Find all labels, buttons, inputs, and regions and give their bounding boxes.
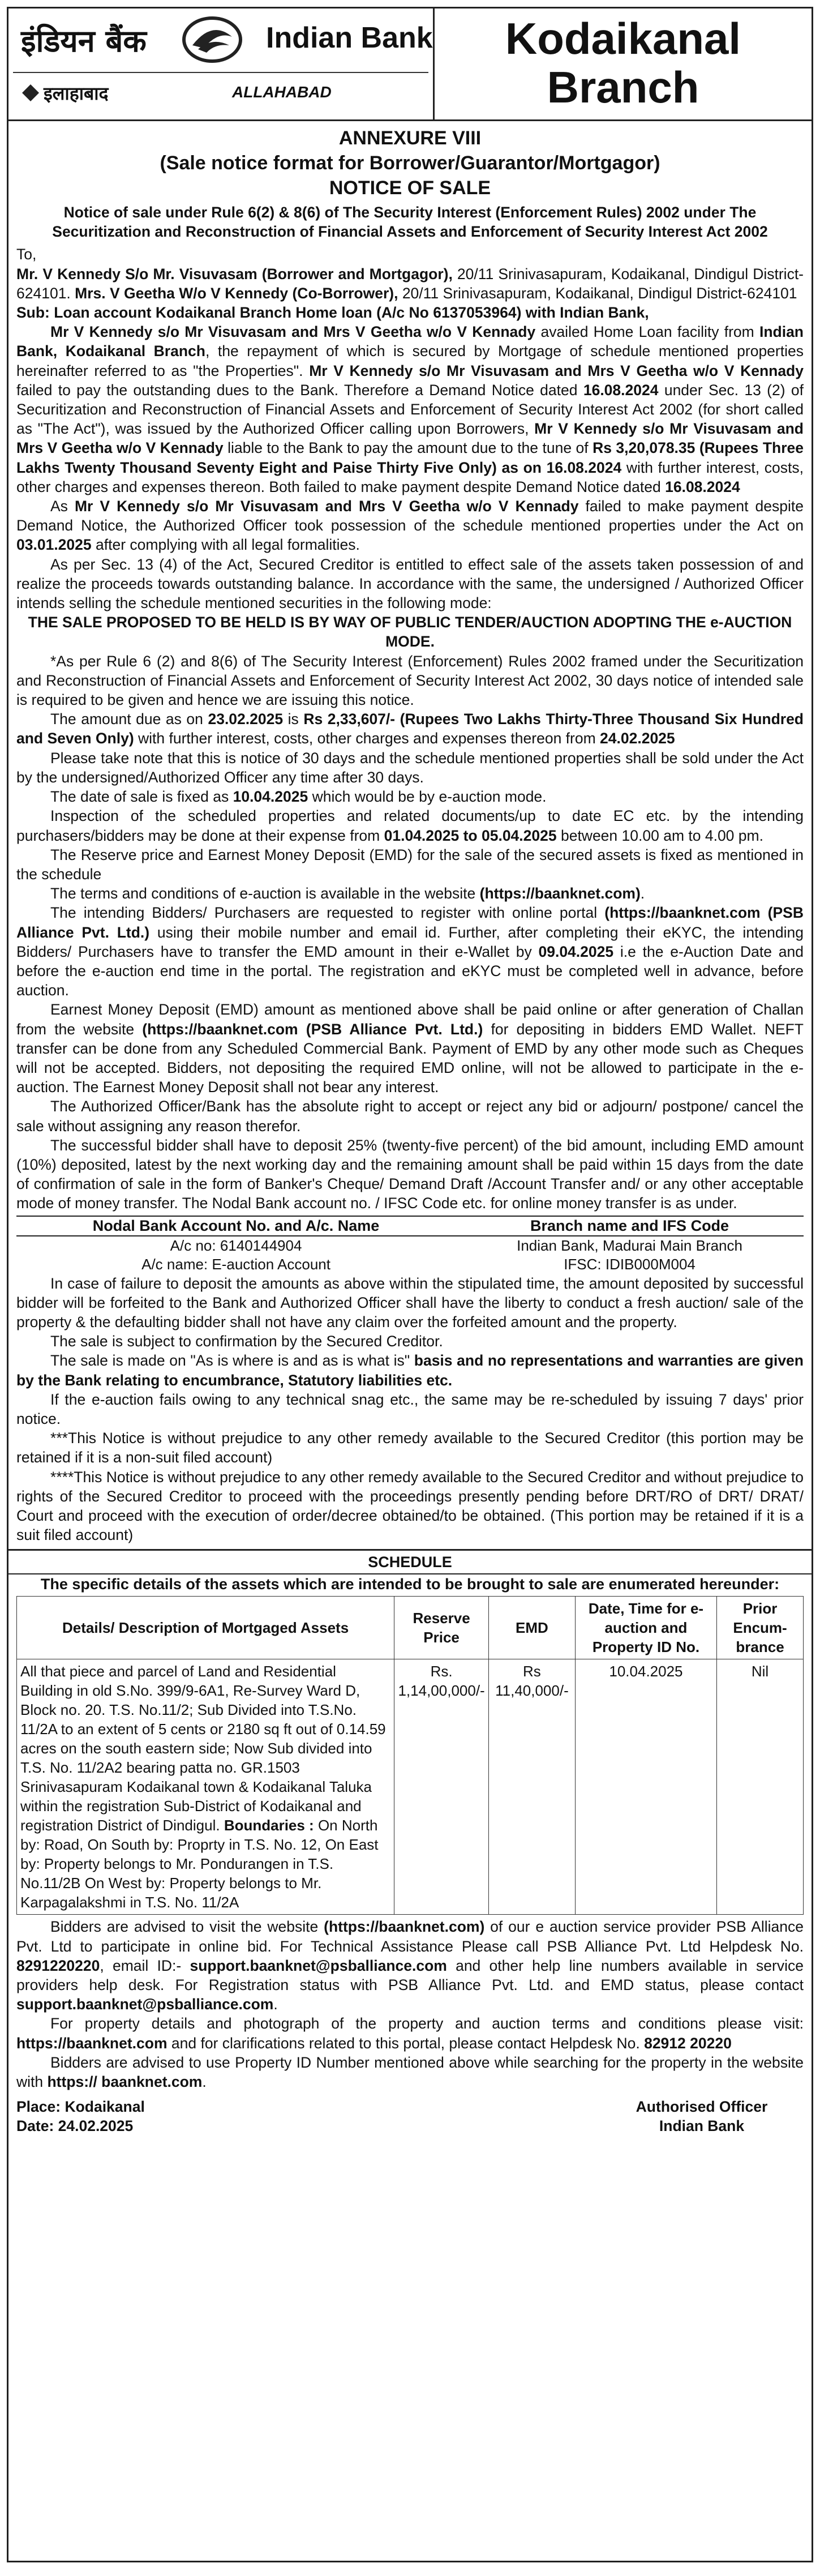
asset-desc-boundaries: Boundaries : (224, 1817, 314, 1834)
p2-s5: after complying with all legal formalities. (91, 536, 360, 554)
signature-footer (16, 2097, 804, 2136)
logo-divider (13, 72, 428, 73)
table-row (16, 1255, 804, 1274)
p21-helpdesk: 8291220220 (16, 1957, 100, 1974)
p12-link[interactable]: (https://baanknet.com (PSB Alliance Pvt. Ltd.) (142, 1020, 483, 1038)
place: Place: Kodaikanal (16, 2098, 145, 2116)
to-line: To, (16, 246, 37, 263)
sale-mode-heading: THE SALE PROPOSED TO BE HELD IS BY WAY OF PUBLIC TENDER/AUCTION ADOPTING THE e-AUCTION MODE. (28, 614, 792, 651)
allahabad-hindi-text: इलाहाबाद (44, 83, 109, 104)
p5-s3: is (283, 711, 304, 728)
asset-desc-tail: On North by: Road, On South by: Proprty in T.S. No. 12, On East by: Property belongs to Mr. Pondurangen in T.S. No.11/2B On West by: Property belongs to Mr. Karpagalakshmi in T.S. No. 11/2A (20, 1817, 379, 1911)
emd-amount: Rs 11,40,000/- (488, 1659, 575, 1915)
account-header-2: Branch name and IFS Code (456, 1216, 804, 1236)
p5-s6: 24.02.2025 (600, 730, 675, 747)
addressee (16, 264, 804, 303)
paragraph-30-days: Please take note that this is notice of 30 days and the schedule mentioned properties shall be sold under the Act by the undersigned/Authorized Officer any time after 30 days. (16, 749, 804, 786)
p12-s3: for depositing in bidders EMD Wallet. NEFT transfer can be done from any Scheduled Commercial Bank. Payment of EMD by any other mode such as Cheques will not be accepted. Bidders, not depositing the required EMD online, will not be allowed to participate in the e-auction. The Earnest Money Deposit shall not bear any interest. (16, 1020, 804, 1096)
paragraph-emd (16, 1000, 804, 1097)
addressee-coborrower-address: 20/11 Srinivasapuram, Kodaikanal, Dindigul District-624101 (398, 284, 797, 302)
account-table-header (16, 1216, 804, 1236)
authorised-signatory (600, 2097, 804, 2136)
p17-s2: basis and no representations and warranties are given by the Bank relating to encumbrance, Statutory liabilities etc. (16, 1352, 804, 1389)
schedule-table (16, 1596, 804, 1915)
p1-s2: availed Home Loan facility from (535, 323, 759, 341)
p21-s9: . (273, 1996, 278, 2013)
schedule-header-details: Details/ Description of Mortgaged Assets (17, 1597, 394, 1659)
p21-email-1[interactable]: support.baanknet@psballiance.com (190, 1957, 447, 1974)
asset-description (17, 1659, 394, 1915)
format-title: (Sale notice format for Borrower/Guarantor/Mortgagor) (160, 152, 660, 174)
p1-s5: Mr V Kennedy s/o Mr Visuvasam and Mrs V Geetha w/o V Kennady (309, 362, 804, 379)
table-row (16, 1236, 804, 1255)
p2-s1: As (50, 498, 75, 515)
reserve-price: Rs. 1,14,00,000/- (394, 1659, 489, 1915)
indian-bank-logo (8, 8, 435, 119)
schedule-intro: The specific details of the assets which are intended to be brought to sale are enumerated hereunder: (40, 1576, 780, 1593)
schedule-title: SCHEDULE (8, 1549, 812, 1574)
p21-s3: of our e auction service provider PSB Alliance Pvt. Ltd to participate in online bid. For Technical Assistance Please call PSB Alliance Pvt. Ltd Helpdesk No. (16, 1918, 804, 1955)
table-row (17, 1659, 804, 1915)
p5-s5: with further interest, costs, other charges and expenses thereon from (134, 730, 600, 747)
paragraph-absolute-right: The Authorized Officer/Bank has the absolute right to accept or reject any bid or adjourn/ postpone/ cancel the sale without assigning any reason therefor. (16, 1098, 804, 1135)
logo-english-text: Indian Bank (266, 22, 433, 54)
paragraph-sec-13-4: As per Sec. 13 (4) of the Act, Secured Creditor is entitled to effect sale of the assets taken possession of and realize the proceeds towards outstanding balance. In accordance with the same, the undersigned / Authorized Officer intends selling the schedule mentioned securities in the following mode: (16, 555, 804, 612)
subject-line: Sub: Loan account Kodaikanal Branch Home loan (A/c No 6137053964) with Indian Bank, (16, 304, 649, 322)
p22-s3: and for clarifications related to this portal, please contact Helpdesk No. (167, 2034, 645, 2052)
p12-s1: Earnest Money Deposit (EMD) amount as mentioned above shall be paid online or after generation of Challan from the website (16, 1001, 804, 1038)
p1-s12: with further interest, costs, other charges and expenses thereon. Both failed to make payment despite Demand Notice dated (16, 459, 804, 495)
p11-s5: i.e the e-Auction Date and before the e-auction end time in the portal. The registration and eKYC must be completed well in advance, before auction. (16, 943, 804, 999)
branch-line-2: Branch (547, 62, 699, 112)
branch-line-1: Kodaikanal (505, 14, 741, 63)
p8-s2: 01.04.2025 to 05.04.2025 (384, 827, 557, 844)
p1-s3: Indian Bank, Kodaikanal Branch (16, 323, 804, 360)
paragraph-demand-notice (16, 322, 804, 497)
p8-s3: between 10.00 am to 4.00 pm. (556, 827, 763, 844)
schedule-header-row (17, 1597, 804, 1659)
p1-s9: Mr V Kennedy s/o Mr Visuvasam and Mrs V Geetha w/o V Kennady (16, 420, 804, 457)
p1-s1: Mr V Kennedy s/o Mr Visuvasam and Mrs V Geetha w/o V Kennady (50, 323, 536, 341)
logo-hindi-text: इंडियन बैंक (21, 23, 147, 59)
p8-s1: Inspection of the scheduled properties and related documents/up to date EC etc. by the intending purchasers/bidders may be done at their expense from (16, 807, 804, 844)
p11-s1: The intending Bidders/ Purchasers are requested to register with online portal (50, 904, 605, 922)
p21-s5: , email ID:- (100, 1957, 190, 1974)
bank-emblem-icon (178, 14, 246, 65)
p11-s4: 09.04.2025 (538, 943, 614, 960)
officer-title: Authorised Officer (636, 2098, 768, 2116)
schedule-header-emd: EMD (488, 1597, 575, 1659)
branch-name (435, 8, 812, 119)
p1-s4: , the repayment of which is secured by Mortgage of schedule mentioned properties hereinafter referred to as "the Properties". (16, 343, 804, 379)
branch-name-value: Indian Bank, Madurai Main Branch (517, 1236, 742, 1254)
p1-s10: liable to the Bank to pay the amount due to the tune of (223, 439, 593, 457)
ifsc-code: IFSC: IDIB000M004 (564, 1255, 696, 1273)
paragraph-non-suit: ***This Notice is without prejudice to any other remedy available to the Secured Creditor (this portion may be retained if it is a non-suit filed account) (16, 1430, 804, 1466)
paragraph-successful-bidder: The successful bidder shall have to deposit 25% (twenty-five percent) of the bid amount, including EMD amount (10%) deposited, latest by the next working day and the remaining amount shall be paid within 15 days from the date of confirmation of sale in the form of Banker's Cheque/ Demand Draft /Account Transfer and/ or any other acceptable mode of money transfer. The Nodal Bank account no. / IFSC Code etc. for online money transfer is as under. (16, 1136, 804, 1212)
schedule-header-reserve: Reserve Price (394, 1597, 489, 1659)
p5-s2: 23.02.2025 (208, 711, 284, 728)
p7-s3: which would be by e-auction mode. (308, 788, 547, 806)
nodal-account-table (16, 1216, 804, 1274)
p21-s1: Bidders are advised to visit the website (50, 1918, 324, 1936)
p23-link[interactable]: https:// baanknet.com (47, 2073, 203, 2091)
p10-s3: . (640, 885, 645, 902)
schedule-header-date: Date, Time for e-auction and Property ID No. (575, 1597, 716, 1659)
p5-s1: The amount due as on (50, 711, 208, 728)
paragraph-failure-deposit: In case of failure to deposit the amounts as above within the stipulated time, the amount deposited by successful bidder will be forfeited to the Bank and Authorized Officer shall have the liberty to conduct a fresh auction/ sale of the property & the defaulting bidder shall not have any claim over the forfeited amount and the property. (16, 1274, 804, 1330)
p11-link[interactable]: (https://baanknet.com (PSB Alliance Pvt. Ltd.) (16, 904, 804, 941)
p1-s7: 16.08.2024 (583, 381, 659, 399)
paragraph-amount-due (16, 709, 804, 748)
p22-s1: For property details and photograph of the property and auction terms and conditions please visit: (50, 2015, 804, 2032)
p21-s7: and other help line numbers available in service providers help desk. For Registration status with PSB Alliance Pvt. Ltd. and EMD status, please contact (16, 1957, 804, 1994)
p23-s3: . (202, 2073, 207, 2091)
notice-body (8, 121, 812, 2136)
notice-title: NOTICE OF SALE (329, 177, 491, 199)
p2-s3: failed to make payment despite Demand Notice, the Authorized Officer took possession of the schedule mentioned properties under the Act on (16, 498, 804, 534)
p5-s4: Rs 2,33,607/- (Rupees Two Lakhs Thirty-Three Thousand Six Hundred and Seven Only) (16, 711, 804, 747)
allahabad-english-text: ALLAHABAD (232, 83, 332, 101)
auction-date: 10.04.2025 (575, 1659, 716, 1915)
date: Date: 24.02.2025 (16, 2117, 134, 2135)
notice-rule: Notice of sale under Rule 6(2) & 8(6) of The Security Interest (Enforcement Rules) 2002 under The Securitization and Reconstruction of Financial Assets and Enforcement of Security Interest Act 2002 (52, 204, 768, 241)
paragraph-confirmation: The sale is subject to confirmation by the Secured Creditor. (50, 1333, 443, 1350)
paragraph-reschedule: If the e-auction fails owing to any technical snag etc., the same may be re-scheduled by issuing 7 days' prior notice. (16, 1390, 804, 1427)
paragraph-property-id (16, 2053, 804, 2091)
paragraph-bidders-advised (16, 1917, 804, 2014)
paragraph-suit-filed: ****This Notice is without prejudice to any other remedy available to the Secured Creditor and without prejudice to rights of the Secured Creditor to proceed with the proceedings presently pending before DRT/RO of DRT/ DRAT/ Court and proceed with the execution of order/decree obtained/to be obtained. (This portion may be retained if it is a suit filed account) (16, 1468, 804, 1544)
addressee-borrower: Mr. V Kennedy S/o Mr. Visuvasam (Borrower and Mortgagor), (16, 265, 453, 283)
paragraph-rule-6-2: *As per Rule 6 (2) and 8(6) of The Security Interest (Enforcement) Rules 2002 framed under the Securitization and Reconstruction of Financial Assets and Enforcement of Security Interest Act 2002, 30 days notice of intended sale is required to be given and hence we are issuing this notice. (16, 652, 804, 709)
paragraph-inspection (16, 806, 804, 845)
p1-s11: Rs 3,20,078.35 (Rupees Three Lakhs Twenty Thousand Seventy Eight and Paise Thirty Five Only) as on 16.08.2024 (16, 439, 804, 476)
p10-link[interactable]: (https://baanknet.com) (479, 885, 641, 902)
p1-s6: failed to pay the outstanding dues to the Bank. Therefore a Demand Notice dated (16, 381, 583, 399)
account-header-1: Nodal Bank Account No. and A/c. Name (16, 1216, 456, 1236)
account-name: A/c name: E-auction Account (141, 1255, 330, 1273)
sale-notice-page (7, 7, 813, 2562)
addressee-coborrower: Mrs. V Geetha W/o V Kennedy (Co-Borrower), (75, 284, 398, 302)
paragraph-terms-website (16, 884, 804, 903)
paragraph-possession (16, 497, 804, 555)
p21-link[interactable]: (https://baanknet.com) (324, 1918, 485, 1936)
paragraph-reserve-price: The Reserve price and Earnest Money Deposit (EMD) for the sale of the secured assets is fixed as mentioned in the schedule (16, 846, 804, 883)
p7-s1: The date of sale is fixed as (50, 788, 233, 806)
p10-s1: The terms and conditions of e-auction is available in the website (50, 885, 480, 902)
paragraph-sale-date (16, 787, 804, 806)
paragraph-as-is-where-is (16, 1351, 804, 1389)
p22-link[interactable]: https://baanknet.com (16, 2034, 168, 2052)
p7-s2: 10.04.2025 (233, 788, 308, 806)
prior-encumbrance: Nil (717, 1659, 804, 1915)
p11-s3: using their mobile number and email id. Further, after completing their eKYC, the intending Bidders/ Purchasers have to transfer the EMD amount in their e-Wallet by (16, 923, 804, 960)
p23-s1: Bidders are advised to use Property ID Number mentioned above while searching for the property in the website with (16, 2053, 804, 2091)
p2-s2: Mr V Kennedy s/o Mr Visuvasam and Mrs V Geetha w/o V Kennady (74, 498, 579, 515)
asset-desc-text: All that piece and parcel of Land and Residential Building in old S.No. 399/9-6A1, Re-Survey Ward D, Block no. 20. T.S. No.11/2; Sub Divided into T.S.No. 11/2A to an extent of 5 cents or 2180 sq ft out of 0.14.59 acres on the south eastern side; Now Sub divided into T.S. No. 11/2A2 bearing patta no. GR.1503 Srinivasapuram Kodaikanal town & Kodaikanal Taluka within the registration Sub-District of Kodaikanal and registration District of Dindigul. (20, 1663, 386, 1834)
place-date (16, 2097, 145, 2136)
p17-s1: The sale is made on "As is where is and as is what is" (50, 1352, 414, 1370)
paragraph-property-details (16, 2014, 804, 2052)
header (8, 8, 812, 121)
p1-s13: 16.08.2024 (665, 478, 740, 495)
p2-s4: 03.01.2025 (16, 536, 92, 554)
p22-helpdesk: 82912 20220 (644, 2034, 732, 2052)
paragraph-registration (16, 903, 804, 1000)
schedule-header-encumbrance: Prior Encum-brance (717, 1597, 804, 1659)
account-number: A/c no: 6140144904 (170, 1236, 302, 1254)
annexure-title: ANNEXURE VIII (338, 127, 482, 149)
allahabad-emblem-icon (21, 83, 40, 102)
p1-s8: under Sec. 13 (2) of Securitization and Reconstruction of Financial Assets and Enforcement of Security Interest Act 2002 (for short called as "The Act"), was issued by the Authorized Officer calling upon Borrowers, (16, 381, 804, 438)
p21-email-2[interactable]: support.baanknet@psballiance.com (16, 1996, 274, 2013)
officer-bank: Indian Bank (659, 2117, 745, 2135)
addressee-borrower-address: 20/11 Srinivasapuram, Kodaikanal, Dindigul District-624101. (16, 265, 804, 302)
